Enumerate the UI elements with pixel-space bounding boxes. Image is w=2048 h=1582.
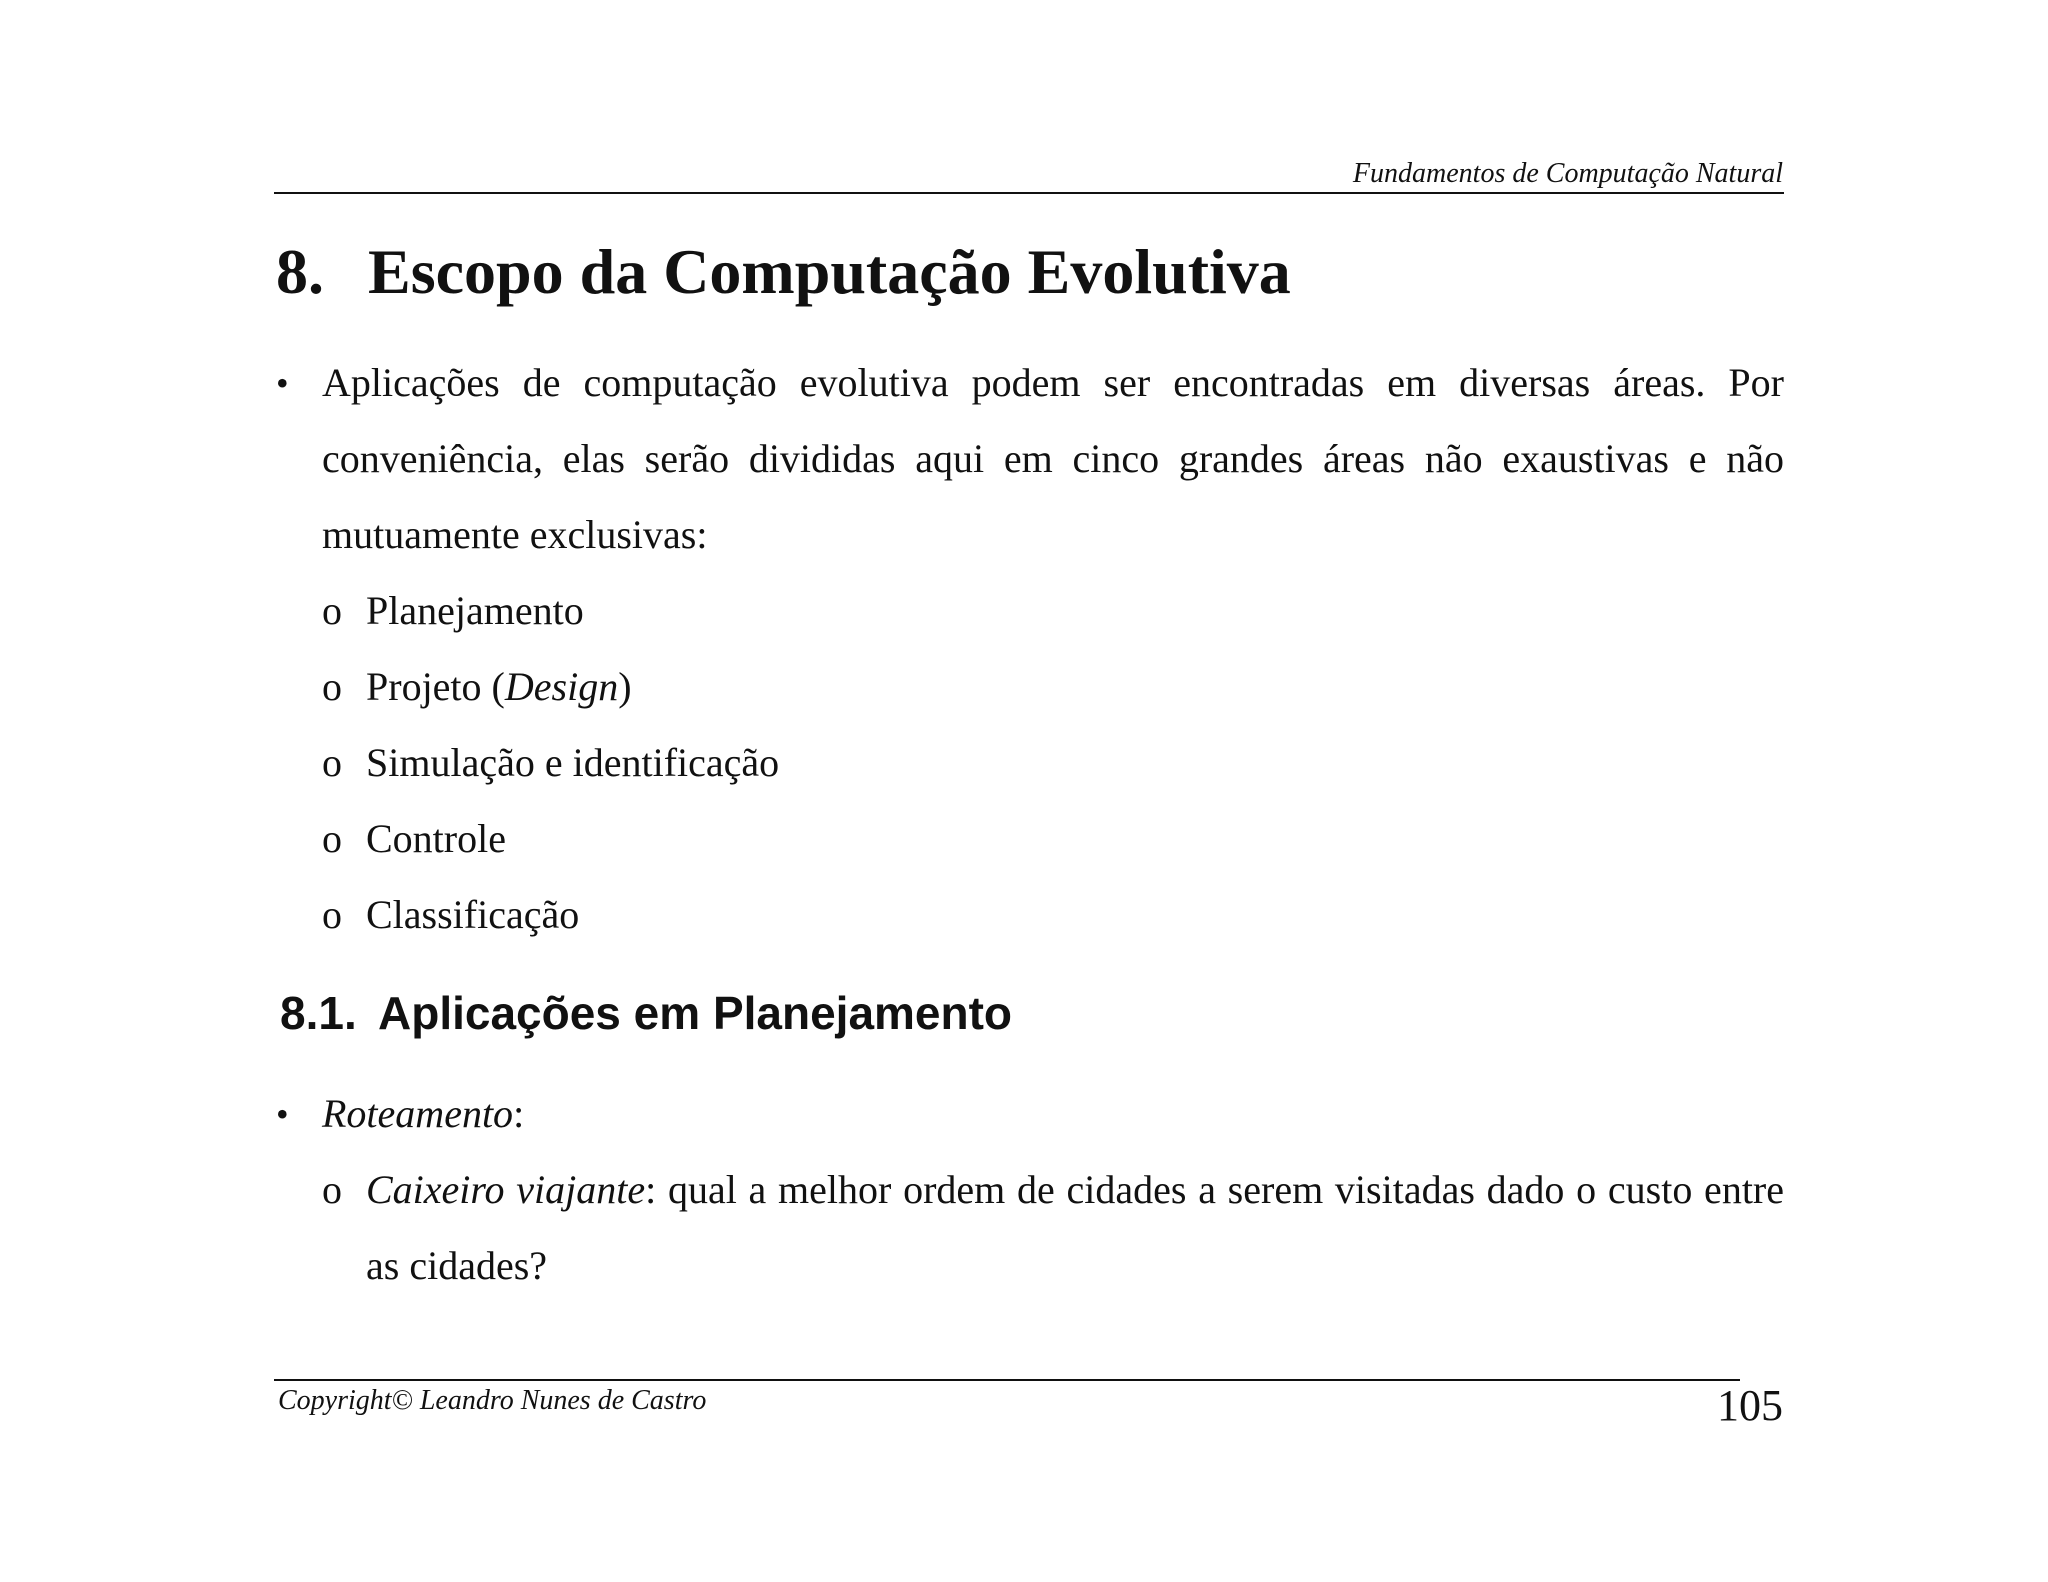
sub-bullet-icon: o bbox=[322, 1167, 342, 1212]
intro-bullet bbox=[276, 345, 1784, 573]
bullet-icon: • bbox=[276, 363, 289, 403]
sub-bullet-icon: o bbox=[322, 816, 342, 861]
bullet-icon: • bbox=[276, 1094, 289, 1134]
running-header: Fundamentos de Computação Natural bbox=[1352, 158, 1783, 189]
sub-bullet-icon: o bbox=[322, 740, 342, 785]
header-divider bbox=[274, 192, 1784, 194]
subsection-number: 8.1. bbox=[280, 987, 357, 1039]
area-item-classificacao bbox=[276, 877, 1784, 953]
area-item-label: Projeto ( bbox=[366, 664, 505, 709]
area-item-suffix: ) bbox=[618, 664, 632, 709]
area-item-label: Planejamento bbox=[366, 588, 584, 633]
area-item-italic: Design bbox=[504, 664, 619, 709]
planning-list bbox=[276, 1076, 1784, 1304]
section-title bbox=[276, 236, 1291, 307]
area-item-label: Classificação bbox=[366, 892, 580, 937]
area-item-planejamento bbox=[276, 573, 1784, 649]
sub-bullet-icon: o bbox=[322, 664, 342, 709]
copyright-notice: Copyright© Leandro Nunes de Castro bbox=[278, 1385, 707, 1416]
subsection-title-text: Aplicações em Planejamento bbox=[378, 987, 1013, 1039]
routing-label: Roteamento bbox=[322, 1091, 514, 1136]
intro-list bbox=[276, 345, 1784, 953]
tsp-item bbox=[276, 1152, 1784, 1304]
section-number: 8. bbox=[276, 236, 324, 307]
tsp-label: Caixeiro viajante bbox=[366, 1167, 646, 1212]
area-item-controle bbox=[276, 801, 1784, 877]
footer-divider bbox=[274, 1379, 1740, 1381]
subsection-title bbox=[280, 987, 1013, 1039]
section-title-text: Escopo da Computação Evolutiva bbox=[368, 236, 1291, 307]
area-item-label: Controle bbox=[366, 816, 506, 861]
routing-suffix: : bbox=[513, 1091, 525, 1136]
page-number: 105 bbox=[1717, 1381, 1783, 1430]
area-item-projeto bbox=[276, 649, 1784, 725]
tsp-description: : qual a melhor ordem de cidades a serem visitadas dado o custo entre as cidades? bbox=[366, 1167, 1785, 1288]
area-item-label: Simulação e identificação bbox=[366, 740, 780, 785]
sub-bullet-icon: o bbox=[322, 588, 342, 633]
area-item-simulacao bbox=[276, 725, 1784, 801]
routing-bullet bbox=[276, 1076, 1784, 1152]
intro-bullet-text: Aplicações de computação evolutiva podem ser encontradas em diversas áreas. Por conveniência, elas serão divididas aqui em cinco grandes áreas não exaustivas e não mutuamente exclusivas: bbox=[322, 360, 1784, 557]
sub-bullet-icon: o bbox=[322, 892, 342, 937]
